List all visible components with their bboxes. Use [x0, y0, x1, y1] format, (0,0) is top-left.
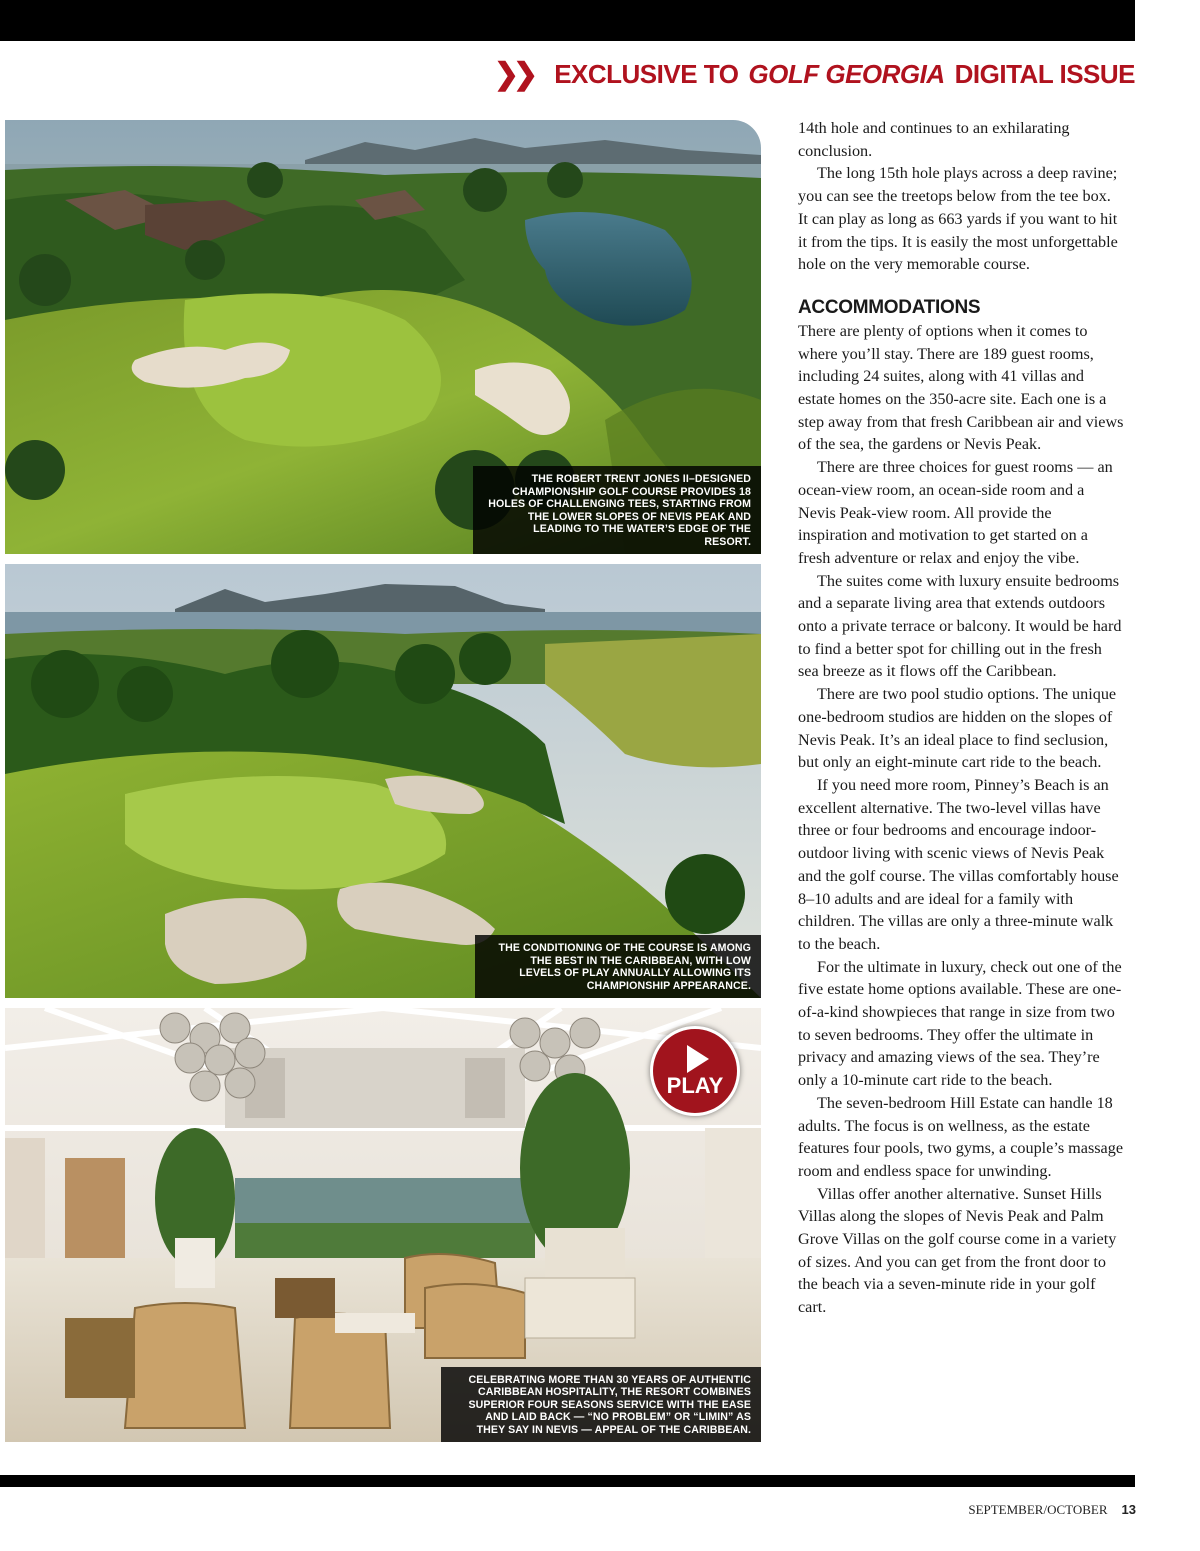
banner-magazine: GOLF GEORGIA [748, 58, 945, 89]
issue-date: SEPTEMBER/OCTOBER [968, 1502, 1108, 1517]
article-paragraph: There are three choices for guest rooms — an ocean-view room, an ocean-side room and a Nevis Peak-view room. All provide the inspiration and motivation to get started on a fresh adventure or relax and enjoy the vibe. [798, 458, 1113, 567]
page-folio [968, 1502, 1136, 1518]
photo-caption: THE CONDITIONING OF THE COURSE IS AMONG THE BEST IN THE CARIBBEAN, WITH LOW LEVELS OF PLAY ANNUALLY ALLOWING ITS CHAMPIONSHIP APPEARANCE. [475, 935, 761, 998]
photo-caption: CELEBRATING MORE THAN 30 YEARS OF AUTHENTIC CARIBBEAN HOSPITALITY, THE RESORT COMBINES SUPERIOR FOUR SEASONS SERVICE WITH THE EASE AND LAID BACK — “NO PROBLEM” OR “LIMIN” AS THEY SAY IN NEVIS — APPEAL OF THE CARIBBEAN. [441, 1367, 761, 1443]
article-paragraph: The suites come with luxury ensuite bedrooms and a separate living area that extends outdoors onto a private terrace or balcony. It would be hard to find a better spot for chilling out in the fresh sea breeze as it flows off the Caribbean. [798, 571, 1122, 681]
golf-green-bunkers-photo [5, 564, 761, 998]
article-paragraph: 14th hole and continues to an exhilarating conclusion. [798, 119, 1070, 160]
double-chevron-icon: ❯❯ [493, 57, 533, 91]
resort-lobby-photo [5, 1008, 761, 1442]
article-paragraph: If you need more room, Pinney’s Beach is an excellent alternative. The two-level villas have three or four bedrooms and encourage indoor-outdoor living with scenic views of Nevis Peak and the golf course. The villas comfortably house 8–10 adults and are ideal for a family with children. The villas are only a three-minute walk to the beach. [798, 775, 1119, 953]
banner-prefix: EXCLUSIVE TO [554, 58, 739, 89]
article-paragraph: The long 15th hole plays across a deep ravine; you can see the treetops below from the tee box. It can play as long as 663 yards if you want to hit it from the tips. It is easily the most unforgettable hole on the very memorable course. [798, 164, 1118, 274]
digital-issue-banner [494, 54, 1135, 94]
article-paragraph: Villas offer another alternative. Sunset Hills Villas along the slopes of Nevis Peak and Palm Grove Villas on the golf course come in a variety of sizes. And you can get from the front door to the beach via a seven-minute ride in your golf cart. [798, 1184, 1117, 1317]
article-paragraph: The seven-bedroom Hill Estate can handle 18 adults. The focus is on wellness, as the estate features four pools, two gyms, a couple’s massage room and endless space for unwinding. [798, 1093, 1124, 1180]
bottom-black-bar [0, 1475, 1135, 1487]
article-paragraph: There are two pool studio options. The unique one-bedroom studios are hidden on the slopes of Nevis Peak. It’s an ideal place to find seclusion, but only an eight-minute cart ride to the beach. [798, 685, 1117, 772]
play-icon [687, 1045, 709, 1073]
page-number: 13 [1121, 1502, 1136, 1517]
banner-suffix: DIGITAL ISSUE [954, 58, 1135, 89]
play-video-button[interactable] [650, 1026, 740, 1116]
article-paragraph: There are plenty of options when it comes to where you’ll stay. There are 189 guest rooms, including 24 suites, along with 41 villas and estate homes on the 350-acre site. Each one is a step away from that fresh Caribbean air and views of the sea, the gardens or Nevis Peak. [798, 321, 1124, 454]
section-heading: ACCOMMODATIONS [798, 296, 981, 318]
golf-course-aerial-photo [5, 120, 761, 554]
article-text-column [798, 117, 1124, 1319]
top-black-bar [0, 0, 1135, 41]
play-label: PLAY [666, 1073, 724, 1098]
article-paragraph: For the ultimate in luxury, check out one of the five estate home options available. These are one-of-a-kind showpieces that range in size from two to seven bedrooms. They offer the ultimate in privacy and amazing views of the sea. They’re only a 10-minute cart ride to the beach. [798, 957, 1122, 1090]
photo-caption: THE ROBERT TRENT JONES II–DESIGNED CHAMPIONSHIP GOLF COURSE PROVIDES 18 HOLES OF CHALLENGING TEES, STARTING FROM THE LOWER SLOPES OF NEVIS PEAK AND LEADING TO THE WATER’S EDGE OF THE RESORT. [473, 466, 761, 554]
